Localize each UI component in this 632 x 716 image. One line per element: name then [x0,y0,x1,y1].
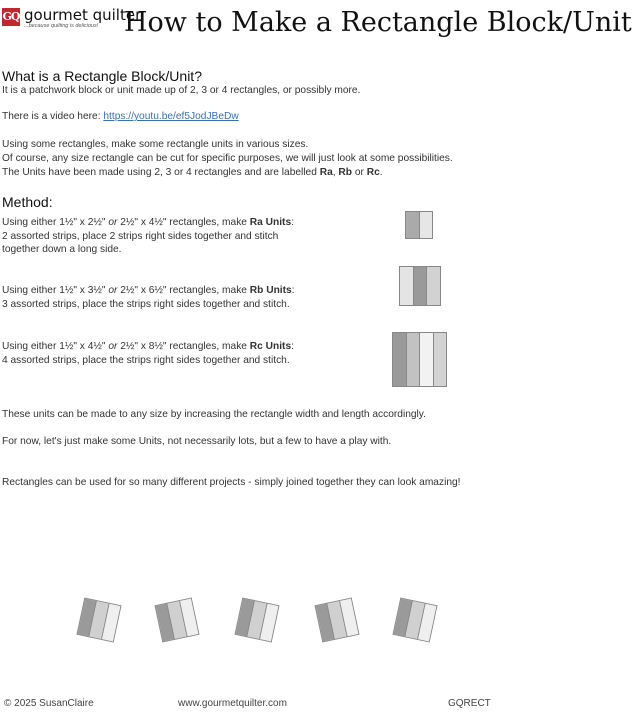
rc-strip [434,333,447,386]
rc-colon: : [291,341,294,352]
mini-rectangle-unit [154,597,199,642]
logo-name: gourmet quilter [24,6,142,24]
intro-para3-prefix: The Units have been made using 2, 3 or 4 rectangles and are labelled [2,167,320,178]
logo-tagline: ...because quilting is delicious! [24,23,99,29]
video-prefix: There is a video here: [2,111,104,122]
ra-size2: 2½" x 4½" rectangles, make [117,217,250,228]
ra-unit-diagram [405,211,433,239]
mini-rectangle-unit [76,597,121,642]
rc-unit-label: Rc Units [249,341,292,352]
label-rc: Rc [366,167,380,178]
intro-text: It is a patchwork block or unit made up of 2, 3 or 4 rectangles, or possibly more. [2,85,361,96]
projects-note: Rectangles can be used for so many different projects - simply joined together they can look amazing! [2,477,461,488]
rc-strip [420,333,434,386]
rb-strip [414,267,428,305]
video-link[interactable]: https://youtu.be/ef5JodJBeDw [103,111,239,122]
rb-size2: 2½" x 6½" rectangles, make [117,285,250,296]
logo-mark: GQ [2,8,20,26]
rc-strip [393,333,407,386]
ra-size1: Using either 1½" x 2½" [2,217,109,228]
label-ra: Ra [319,167,333,178]
rb-strip [427,267,440,305]
play-note: For now, let's just make some Units, not necessarily lots, but a few to have a play with. [2,436,392,447]
method-heading: Method: [2,194,53,210]
rb-strip [400,267,414,305]
period: . [379,167,383,178]
rc-line1 [2,340,294,354]
rb-unit-diagram [399,266,441,306]
method-rb [2,284,295,311]
footer-copyright: © 2025 SusanClaire [4,698,94,709]
rc-line2: 4 assorted strips, place the strips right sides together and stitch. [2,354,290,366]
ra-strip [406,212,420,238]
intro-heading: What is a Rectangle Block/Unit? [2,68,202,84]
rb-size1: Using either 1½" x 3½" [2,285,109,296]
page-title: How to Make a Rectangle Block/Unit [124,7,632,38]
ra-line3: together down a long side. [2,244,122,255]
method-rc [2,340,294,367]
rb-colon: : [291,285,295,296]
intro-para2: Of course, any size rectangle can be cut for specific purposes, we will just look at some possibilities. [2,153,453,164]
footer-website[interactable]: www.gourmetquilter.com [178,698,287,709]
rc-unit-diagram [392,332,447,387]
ra-or: or [108,217,118,228]
video-line [2,110,239,124]
rb-or: or [108,285,118,296]
rb-line2: 3 assorted strips, place the strips right sides together and stitch. [2,298,290,310]
rc-size1: Using either 1½" x 4½" [2,341,109,352]
sep2: or [352,167,367,178]
ra-unit-label: Ra Units [249,217,292,228]
ra-line1 [2,216,294,230]
rb-line1 [2,284,295,298]
footer-code: GQRECT [448,698,491,709]
mini-rectangle-unit [392,597,437,642]
mini-rectangle-unit [234,597,279,642]
rc-strip [407,333,421,386]
label-rb: Rb [338,167,353,178]
method-ra [2,216,294,257]
intro-para1: Using some rectangles, make some rectangle units in various sizes. [2,139,309,150]
ra-colon: : [291,217,294,228]
ra-strip [420,212,433,238]
rb-unit-label: Rb Units [249,285,292,296]
mini-rectangle-unit [314,597,359,642]
size-note: These units can be made to any size by increasing the rectangle width and length accordingly. [2,409,426,420]
sep1: , [332,167,339,178]
ra-line2: 2 assorted strips, place 2 strips right sides together and stitch [2,230,279,242]
intro-para3 [2,166,383,180]
rc-or: or [108,341,118,352]
rc-size2: 2½" x 8½" rectangles, make [117,341,250,352]
